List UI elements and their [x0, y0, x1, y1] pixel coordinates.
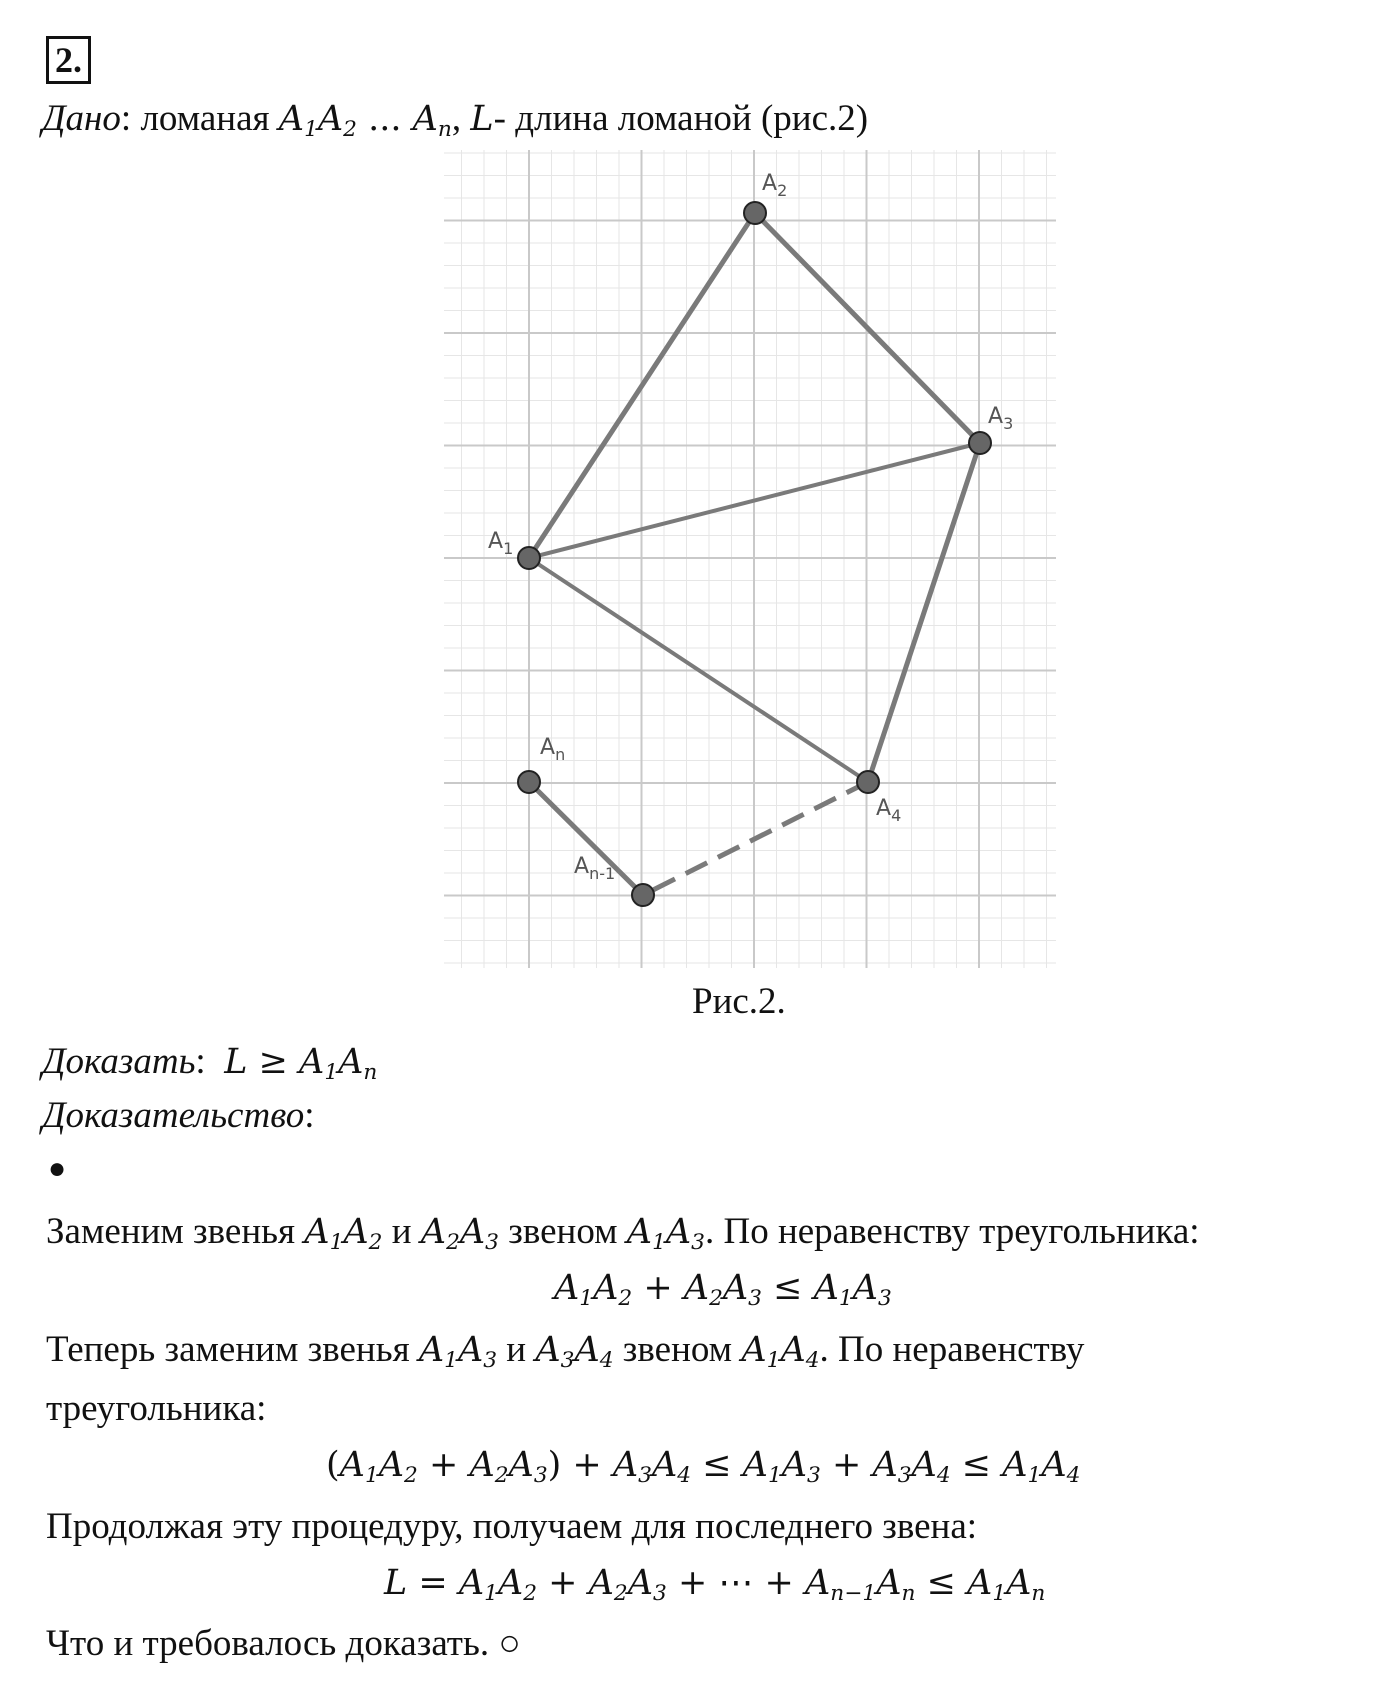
figure-caption: Рис.2.	[692, 981, 786, 1022]
label-a1: $A_1$	[488, 529, 514, 558]
label-an: $A_n$	[540, 735, 566, 764]
proof-conclusion: Что и требовалось доказать. ○	[46, 1623, 521, 1664]
label-a3: $A_3$	[988, 404, 1014, 433]
point-a1	[518, 547, 540, 569]
point-a4	[857, 771, 879, 793]
point-an-minus-1	[632, 884, 654, 906]
point-a3	[969, 432, 991, 454]
given-length-symbol: L	[470, 99, 494, 139]
proof-step-1: Заменим звенья $A_1A_2$ и $A_2A_3$ звеном $A_1A_3$. По неравенству треугольника:	[46, 1211, 1200, 1256]
prove-line: Доказать: $L \ge A_1A_n$	[42, 1041, 378, 1086]
proof-label: Доказательство	[42, 1095, 305, 1136]
proof-step-3: Продолжая эту процедуру, получаем для последнего звена:	[46, 1506, 978, 1547]
label-a2: $A_2$	[762, 171, 788, 200]
prove-label: Доказать	[42, 1041, 196, 1082]
proof-heading: Доказательство:	[42, 1095, 315, 1136]
polyline-figure	[444, 150, 1056, 968]
given-label: Дано	[42, 98, 121, 139]
proof-step-2-line-2: треугольника:	[46, 1388, 267, 1429]
given-rest: - длина ломаной (рис.2)	[493, 98, 869, 139]
proof-step-2-line-1: Теперь заменим звенья $A_1A_3$ и $A_3A_4$ звеном $A_1A_4$. По неравенству	[46, 1329, 1085, 1374]
task-number: 2.	[46, 36, 91, 84]
segment-a3-a4	[868, 443, 980, 782]
proof-bullet: ●	[48, 1152, 67, 1185]
segment-a4-an1-dashed	[643, 782, 868, 895]
point-an	[518, 771, 540, 793]
prove-statement: $L \ge A_1A_n$	[224, 1042, 378, 1086]
point-a2	[744, 202, 766, 224]
label-a4: $A_4$	[876, 796, 902, 825]
given-polyline: $A_1A_2$ ... $A_n$	[278, 99, 452, 143]
given-text: ломаная	[140, 98, 270, 139]
label-an-minus-1: $A_{n-1}$	[574, 854, 616, 883]
formula-3: $L = A_1A_2 + A_2A_3$ + ⋯ + $A_{n-1}A_n \le A_1A_n$	[384, 1563, 1046, 1607]
formula-1: $A_1A_2 + A_2A_3 \le A_1A_3$	[554, 1268, 892, 1312]
given-line: Дано: ломаная $A_1A_2$ ... $A_n$, L- длина ломаной (рис.2)	[42, 98, 869, 143]
formula-2: $(A_1A_2 + A_2A_3) + A_3A_4 \le A_1A_3 + A_3A_4 \le A_1A_4$	[326, 1445, 1081, 1489]
